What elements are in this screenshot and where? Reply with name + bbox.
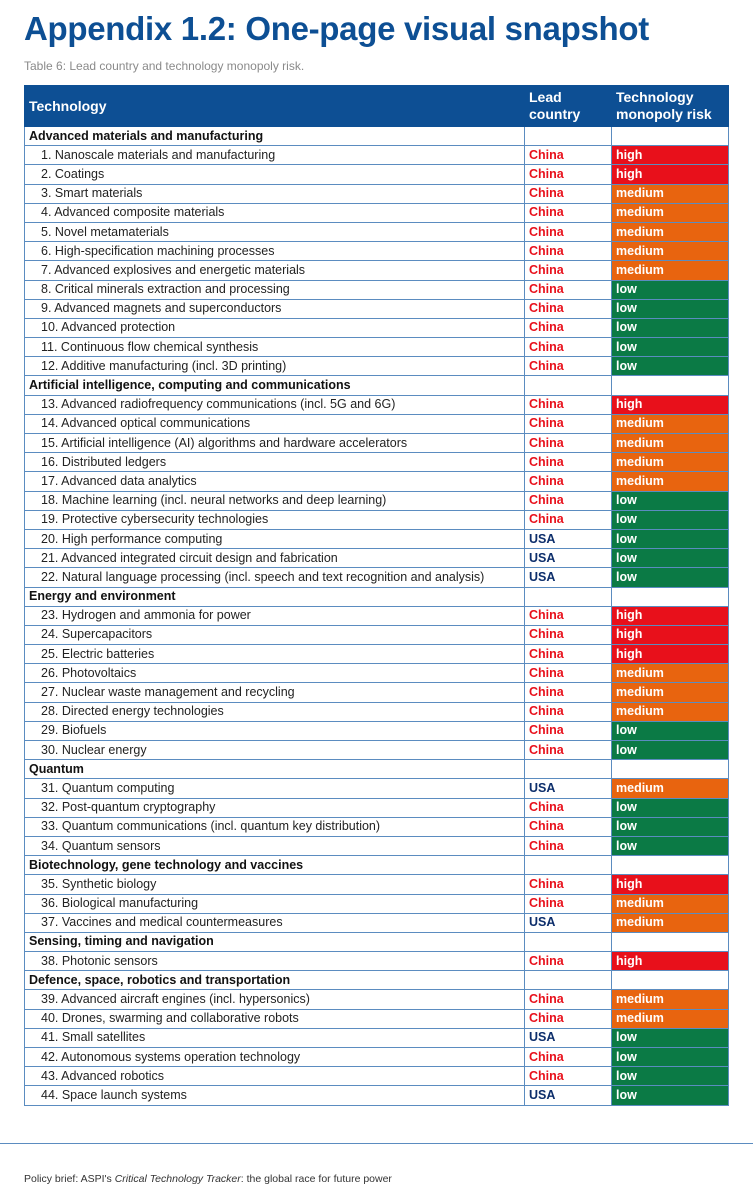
table-row — [25, 606, 729, 625]
technology-name: 24. Supercapacitors — [25, 625, 525, 644]
monopoly-risk-badge: low — [612, 568, 729, 587]
technology-name: 41. Small satellites — [25, 1028, 525, 1047]
technology-name: 33. Quantum communications (incl. quantum key distribution) — [25, 817, 525, 836]
technology-name: 17. Advanced data analytics — [25, 472, 525, 491]
lead-country: China — [525, 338, 612, 357]
header-lead-country: Lead country — [525, 86, 612, 127]
category-risk-empty — [612, 856, 729, 875]
monopoly-risk-badge: low — [612, 338, 729, 357]
table-row — [25, 875, 729, 894]
table-row — [25, 721, 729, 740]
category-country-empty — [525, 856, 612, 875]
technology-name: 4. Advanced composite materials — [25, 203, 525, 222]
technology-name: 1. Nanoscale materials and manufacturing — [25, 146, 525, 165]
category-country-empty — [525, 587, 612, 606]
technology-name: 38. Photonic sensors — [25, 952, 525, 971]
technology-name: 36. Biological manufacturing — [25, 894, 525, 913]
table-row — [25, 453, 729, 472]
table-row — [25, 683, 729, 702]
technology-name: 44. Space launch systems — [25, 1086, 525, 1105]
table-row — [25, 472, 729, 491]
lead-country: China — [525, 491, 612, 510]
table-header-row — [25, 86, 729, 127]
monopoly-risk-badge: low — [612, 1067, 729, 1086]
lead-country: China — [525, 165, 612, 184]
monopoly-risk-badge: high — [612, 606, 729, 625]
lead-country: China — [525, 395, 612, 414]
category-country-empty — [525, 760, 612, 779]
table-row — [25, 414, 729, 433]
technology-name: 25. Electric batteries — [25, 645, 525, 664]
technology-name: 42. Autonomous systems operation technology — [25, 1048, 525, 1067]
monopoly-risk-badge: low — [612, 1086, 729, 1105]
monopoly-risk-badge: medium — [612, 702, 729, 721]
technology-name: 35. Synthetic biology — [25, 875, 525, 894]
lead-country: China — [525, 280, 612, 299]
footer-divider — [0, 1143, 753, 1144]
technology-name: 18. Machine learning (incl. neural networks and deep learning) — [25, 491, 525, 510]
monopoly-risk-badge: high — [612, 875, 729, 894]
table-row — [25, 338, 729, 357]
lead-country: China — [525, 1067, 612, 1086]
lead-country: China — [525, 741, 612, 760]
table-row — [25, 529, 729, 548]
monopoly-risk-badge: medium — [612, 913, 729, 932]
table-row — [25, 568, 729, 587]
lead-country: China — [525, 1048, 612, 1067]
monopoly-risk-badge: low — [612, 491, 729, 510]
technology-name: 14. Advanced optical communications — [25, 414, 525, 433]
monopoly-risk-badge: high — [612, 165, 729, 184]
lead-country: USA — [525, 913, 612, 932]
category-country-empty — [525, 971, 612, 990]
lead-country: USA — [525, 1086, 612, 1105]
monopoly-risk-badge: low — [612, 741, 729, 760]
technology-name: 7. Advanced explosives and energetic materials — [25, 261, 525, 280]
lead-country: China — [525, 261, 612, 280]
table-row — [25, 146, 729, 165]
table-row — [25, 549, 729, 568]
technology-name: 39. Advanced aircraft engines (incl. hypersonics) — [25, 990, 525, 1009]
category-row — [25, 971, 729, 990]
monopoly-risk-badge: low — [612, 798, 729, 817]
page-title: Appendix 1.2: One-page visual snapshot — [24, 10, 649, 47]
table-row — [25, 280, 729, 299]
table-row — [25, 222, 729, 241]
table-row — [25, 1028, 729, 1047]
technology-name: 37. Vaccines and medical countermeasures — [25, 913, 525, 932]
table-row — [25, 184, 729, 203]
lead-country: China — [525, 817, 612, 836]
lead-country: China — [525, 798, 612, 817]
header-monopoly-risk: Technology monopoly risk — [612, 86, 729, 127]
technology-name: 3. Smart materials — [25, 184, 525, 203]
monopoly-risk-badge: low — [612, 529, 729, 548]
table-row — [25, 645, 729, 664]
monopoly-risk-badge: medium — [612, 472, 729, 491]
technology-name: 2. Coatings — [25, 165, 525, 184]
lead-country: China — [525, 414, 612, 433]
monopoly-risk-badge: medium — [612, 203, 729, 222]
monopoly-risk-badge: high — [612, 645, 729, 664]
table-row — [25, 741, 729, 760]
category-country-empty — [525, 932, 612, 951]
category-label: Defence, space, robotics and transportation — [25, 971, 525, 990]
lead-country: China — [525, 836, 612, 855]
technology-name: 20. High performance computing — [25, 529, 525, 548]
category-risk-empty — [612, 127, 729, 146]
table-body — [25, 127, 729, 1106]
lead-country: China — [525, 357, 612, 376]
technology-name: 22. Natural language processing (incl. speech and text recognition and analysis) — [25, 568, 525, 587]
monopoly-risk-badge: low — [612, 1028, 729, 1047]
monopoly-risk-badge: medium — [612, 222, 729, 241]
monopoly-risk-badge: low — [612, 299, 729, 318]
technology-risk-table — [24, 85, 729, 1106]
category-label: Advanced materials and manufacturing — [25, 127, 525, 146]
table-row — [25, 165, 729, 184]
lead-country: China — [525, 203, 612, 222]
table-row — [25, 779, 729, 798]
table-row — [25, 664, 729, 683]
technology-name: 29. Biofuels — [25, 721, 525, 740]
lead-country: China — [525, 875, 612, 894]
monopoly-risk-badge: medium — [612, 664, 729, 683]
monopoly-risk-badge: medium — [612, 453, 729, 472]
monopoly-risk-badge: medium — [612, 242, 729, 261]
technology-name: 32. Post-quantum cryptography — [25, 798, 525, 817]
table-row — [25, 395, 729, 414]
table-row — [25, 491, 729, 510]
lead-country: China — [525, 472, 612, 491]
technology-name: 5. Novel metamaterials — [25, 222, 525, 241]
table-row — [25, 836, 729, 855]
category-row — [25, 376, 729, 395]
table-row — [25, 1067, 729, 1086]
table-row — [25, 318, 729, 337]
footer — [24, 1173, 392, 1185]
lead-country: China — [525, 242, 612, 261]
lead-country: China — [525, 222, 612, 241]
monopoly-risk-badge: high — [612, 952, 729, 971]
monopoly-risk-badge: low — [612, 1048, 729, 1067]
technology-name: 43. Advanced robotics — [25, 1067, 525, 1086]
table-row — [25, 510, 729, 529]
monopoly-risk-badge: low — [612, 721, 729, 740]
technology-name: 12. Additive manufacturing (incl. 3D printing) — [25, 357, 525, 376]
technology-name: 30. Nuclear energy — [25, 741, 525, 760]
lead-country: China — [525, 990, 612, 1009]
lead-country: China — [525, 894, 612, 913]
table-row — [25, 203, 729, 222]
table-row — [25, 913, 729, 932]
technology-name: 10. Advanced protection — [25, 318, 525, 337]
technology-name: 23. Hydrogen and ammonia for power — [25, 606, 525, 625]
category-label: Biotechnology, gene technology and vaccines — [25, 856, 525, 875]
footer-suffix: : the global race for future power — [240, 1173, 392, 1185]
monopoly-risk-badge: low — [612, 318, 729, 337]
header-technology: Technology — [25, 86, 525, 127]
technology-name: 11. Continuous flow chemical synthesis — [25, 338, 525, 357]
monopoly-risk-badge: low — [612, 549, 729, 568]
monopoly-risk-badge: low — [612, 280, 729, 299]
technology-name: 21. Advanced integrated circuit design and fabrication — [25, 549, 525, 568]
technology-name: 9. Advanced magnets and superconductors — [25, 299, 525, 318]
category-country-empty — [525, 127, 612, 146]
monopoly-risk-badge: medium — [612, 683, 729, 702]
table-row — [25, 1086, 729, 1105]
table-row — [25, 261, 729, 280]
category-row — [25, 127, 729, 146]
table-row — [25, 299, 729, 318]
technology-name: 40. Drones, swarming and collaborative robots — [25, 1009, 525, 1028]
technology-name: 13. Advanced radiofrequency communications (incl. 5G and 6G) — [25, 395, 525, 414]
lead-country: China — [525, 510, 612, 529]
lead-country: China — [525, 702, 612, 721]
lead-country: USA — [525, 568, 612, 587]
footer-italic-title: Critical Technology Tracker — [114, 1173, 241, 1185]
lead-country: China — [525, 683, 612, 702]
table-row — [25, 817, 729, 836]
lead-country: China — [525, 146, 612, 165]
technology-name: 31. Quantum computing — [25, 779, 525, 798]
table-row — [25, 1009, 729, 1028]
category-row — [25, 932, 729, 951]
table-row — [25, 952, 729, 971]
table-row — [25, 798, 729, 817]
technology-name: 27. Nuclear waste management and recycling — [25, 683, 525, 702]
technology-name: 34. Quantum sensors — [25, 836, 525, 855]
table-row — [25, 894, 729, 913]
lead-country: USA — [525, 529, 612, 548]
monopoly-risk-badge: medium — [612, 1009, 729, 1028]
technology-name: 19. Protective cybersecurity technologies — [25, 510, 525, 529]
monopoly-risk-badge: high — [612, 395, 729, 414]
technology-name: 8. Critical minerals extraction and processing — [25, 280, 525, 299]
monopoly-risk-badge: medium — [612, 434, 729, 453]
category-label: Artificial intelligence, computing and communications — [25, 376, 525, 395]
technology-name: 16. Distributed ledgers — [25, 453, 525, 472]
technology-name: 15. Artificial intelligence (AI) algorithms and hardware accelerators — [25, 434, 525, 453]
table-row — [25, 242, 729, 261]
monopoly-risk-badge: medium — [612, 779, 729, 798]
category-country-empty — [525, 376, 612, 395]
lead-country: China — [525, 721, 612, 740]
monopoly-risk-badge: medium — [612, 414, 729, 433]
table-row — [25, 990, 729, 1009]
category-row — [25, 856, 729, 875]
lead-country: USA — [525, 779, 612, 798]
lead-country: China — [525, 664, 612, 683]
table-row — [25, 625, 729, 644]
lead-country: China — [525, 318, 612, 337]
lead-country: China — [525, 453, 612, 472]
table-caption: Table 6: Lead country and technology monopoly risk. — [24, 59, 305, 73]
category-label: Energy and environment — [25, 587, 525, 606]
category-risk-empty — [612, 587, 729, 606]
technology-name: 26. Photovoltaics — [25, 664, 525, 683]
footer-prefix: Policy brief: ASPI's — [24, 1173, 115, 1185]
monopoly-risk-badge: medium — [612, 990, 729, 1009]
category-risk-empty — [612, 376, 729, 395]
lead-country: China — [525, 434, 612, 453]
lead-country: China — [525, 606, 612, 625]
lead-country: China — [525, 645, 612, 664]
technology-name: 28. Directed energy technologies — [25, 702, 525, 721]
lead-country: China — [525, 952, 612, 971]
monopoly-risk-badge: high — [612, 625, 729, 644]
monopoly-risk-badge: low — [612, 836, 729, 855]
monopoly-risk-badge: low — [612, 817, 729, 836]
lead-country: USA — [525, 549, 612, 568]
category-row — [25, 587, 729, 606]
monopoly-risk-badge: medium — [612, 261, 729, 280]
monopoly-risk-badge: low — [612, 357, 729, 376]
monopoly-risk-badge: medium — [612, 184, 729, 203]
technology-name: 6. High-specification machining processes — [25, 242, 525, 261]
category-risk-empty — [612, 971, 729, 990]
monopoly-risk-badge: medium — [612, 894, 729, 913]
category-risk-empty — [612, 932, 729, 951]
table-row — [25, 434, 729, 453]
category-label: Sensing, timing and navigation — [25, 932, 525, 951]
table-row — [25, 702, 729, 721]
lead-country: China — [525, 299, 612, 318]
lead-country: USA — [525, 1028, 612, 1047]
lead-country: China — [525, 1009, 612, 1028]
lead-country: China — [525, 184, 612, 203]
lead-country: China — [525, 625, 612, 644]
table-row — [25, 1048, 729, 1067]
category-risk-empty — [612, 760, 729, 779]
category-row — [25, 760, 729, 779]
monopoly-risk-badge: low — [612, 510, 729, 529]
table-row — [25, 357, 729, 376]
category-label: Quantum — [25, 760, 525, 779]
monopoly-risk-badge: high — [612, 146, 729, 165]
